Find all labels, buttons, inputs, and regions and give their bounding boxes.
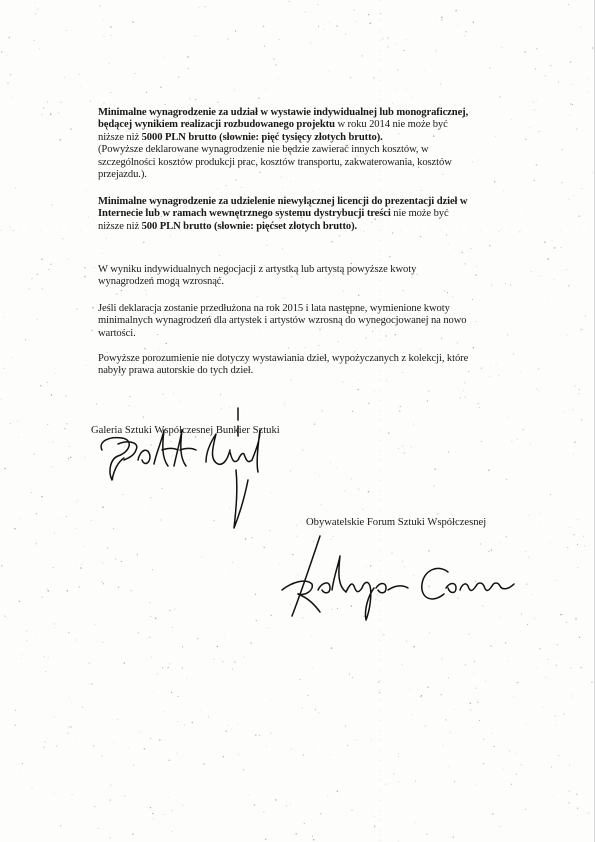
signatory-right-label: Obywatelskie Forum Sztuki Współczesnej [306, 517, 487, 528]
text-bold: Internecie lub w ramach wewnętrznego systemu dystrybucji treści [98, 208, 391, 220]
text-line: nabyły prawa autorskie do tych dzieł. [98, 365, 254, 377]
text-line [98, 119, 503, 131]
text-line: minimalnych wynagrodzeń dla artystek i artystów wzrosną do wynegocjowanej na nowo [98, 315, 467, 327]
text-line: wynagrodzeń mogą wzrosnąć. [98, 276, 224, 288]
signature-left [88, 400, 278, 545]
paragraph-license-fee [98, 196, 503, 233]
signatory-left-label: Galeria Sztuki Współczesnej Bunkier Sztuki [91, 425, 280, 436]
signature-right [262, 530, 532, 625]
text-normal: niższe niż [98, 131, 142, 143]
text-line [98, 208, 503, 220]
text-line: wartości. [98, 327, 136, 339]
text-line: Minimalne wynagrodzenie za udzielenie niewyłącznej licencji do prezentacji dzieł w [98, 196, 468, 207]
text-line: (Powyższe deklarowane wynagrodzenie nie będzie zawierać innych kosztów, w [98, 144, 429, 156]
text-line: przejazdu.). [98, 169, 147, 181]
text-bold: 5000 PLN brutto (słownie: pięć tysięcy złotych brutto). [141, 131, 383, 143]
text-bold: będącej wynikiem realizacji rozbudowanego projektu [98, 119, 335, 131]
text-line: Jeśli deklaracja zostanie przedłużona na rok 2015 i lata następne, wymienione kwoty [98, 303, 450, 314]
text-line: W wyniku indywidualnych negocjacji z artystką lub artystą powyższe kwoty [98, 264, 417, 275]
paragraph-negotiation [98, 264, 503, 289]
text-line: Powyższe porozumienie nie dotyczy wystawiania dzieł, wypożyczanych z kolekcji, które [98, 353, 469, 364]
paragraph-exhibition-fee [98, 107, 503, 181]
paragraph-collections [98, 353, 503, 378]
text-normal: w roku 2014 nie może być [334, 119, 448, 131]
text-bold: 500 PLN brutto (słownie: pięćset złotych brutto). [141, 220, 358, 232]
text-normal: nie może być [390, 208, 449, 220]
text-line [98, 221, 503, 233]
text-line [98, 132, 503, 144]
text-line: szczególności kosztów produkcji prac, kosztów transportu, zakwaterowania, kosztów [98, 156, 452, 168]
paragraph-extension [98, 303, 503, 340]
text-normal: niższe niż [98, 220, 142, 232]
text-line: Minimalne wynagrodzenie za udział w wystawie indywidualnej lub monograficznej, [98, 107, 469, 118]
